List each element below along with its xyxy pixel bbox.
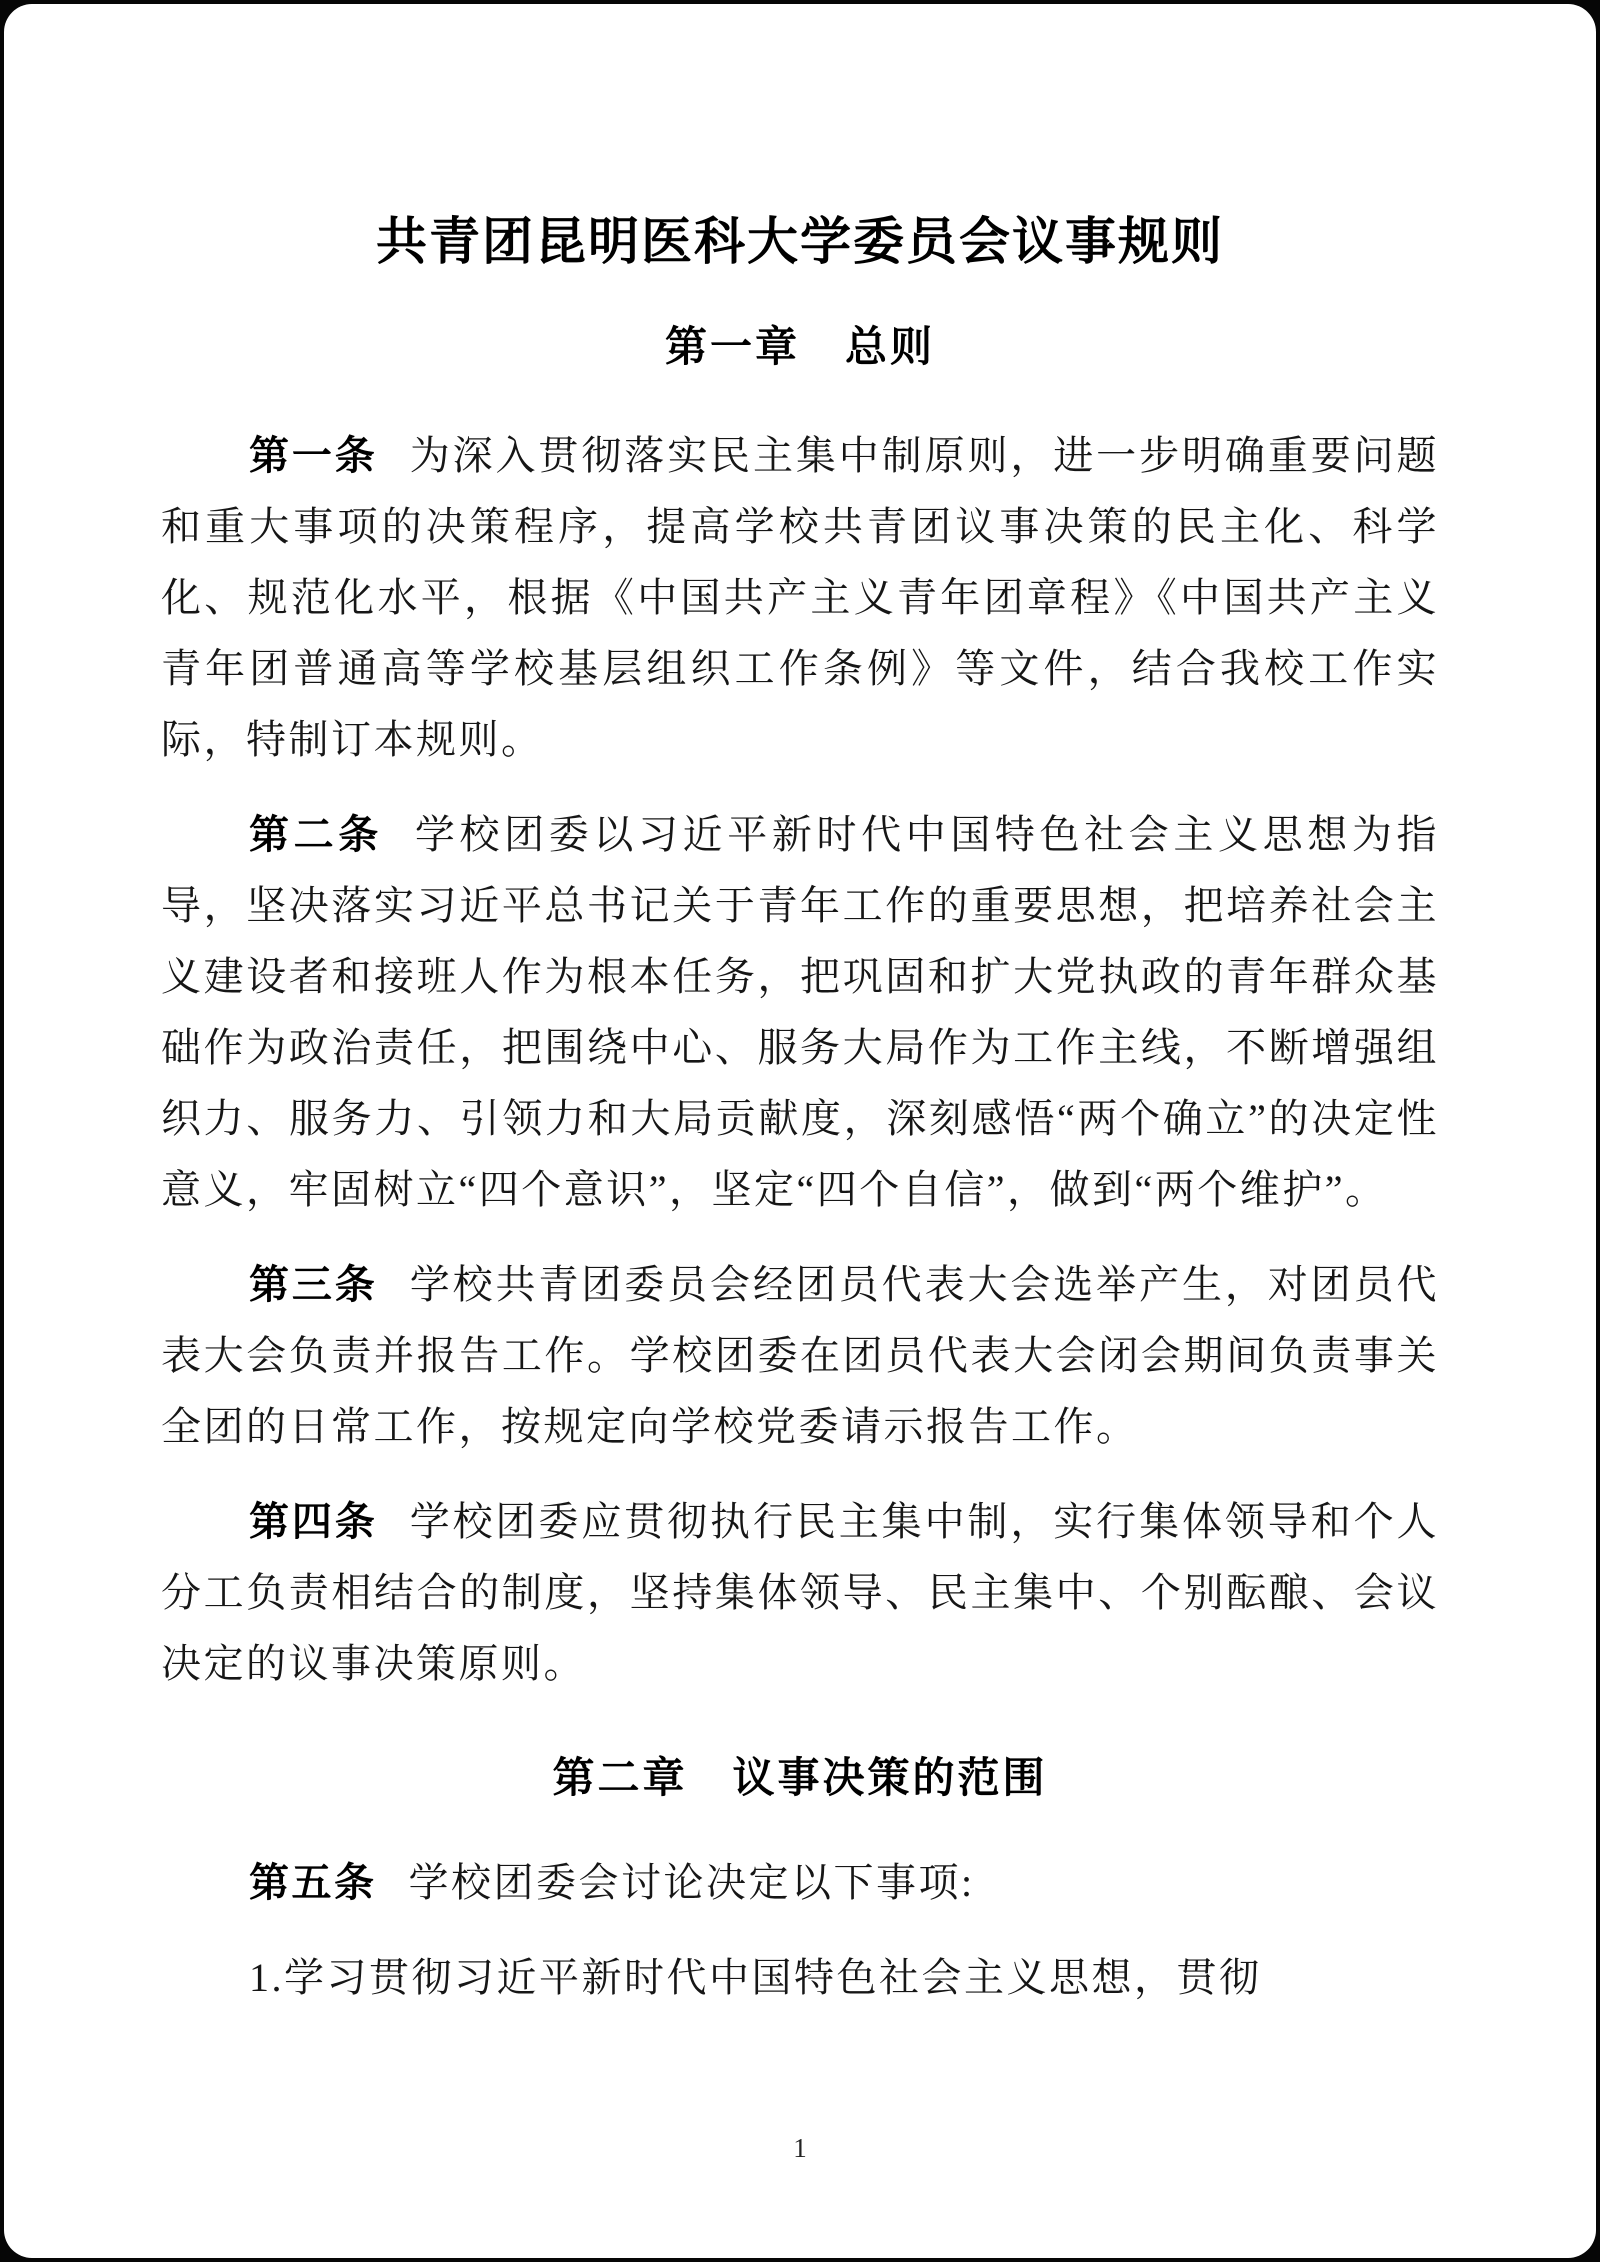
article-5-paragraph [161,1847,1439,1918]
article-5-label: 第五条 [249,1860,377,1905]
article-1-text: 为深入贯彻落实民主集中制原则，进一步明确重要问题和重大事项的决策程序，提高学校共青团议事决策的民主化、科学化、规范化水平，根据《中国共产主义青年团章程》《中国共产主义青年团普通高等学校基层组织工作条例》等文件，结合我校工作实际，特制订本规则。 [161,433,1440,762]
chapter-2-heading: 第二章 议事决策的范围 [552,1754,1048,1801]
article-2-text: 学校团委以习近平新时代中国特色社会主义思想为指导，坚决落实习近平总书记关于青年工作的重要思想，把培养社会主义建设者和接班人作为根本任务，把巩固和扩大党执政的青年群众基础作为政治责任，把围绕中心、服务大局作为工作主线，不断增强组织力、服务力、引领力和大局贡献度，深刻感悟“两个确立”的决定性意义，牢固树立“四个意识”，坚定“四个自信”，做到“两个维护”。 [161,812,1440,1212]
article-2-label: 第二条 [249,812,383,857]
article-4-label: 第四条 [249,1499,378,1544]
article-1-paragraph [161,420,1439,775]
article-4-paragraph [161,1486,1439,1699]
article-3-paragraph [161,1249,1439,1462]
article-4-text: 学校团委应贯彻执行民主集中制，实行集体领导和个人分工负责相结合的制度，坚持集体领导、民主集中、个别酝酿、会议决定的议事决策原则。 [161,1499,1440,1686]
chapter-1-heading: 第一章 总则 [664,323,935,370]
list-item-1-paragraph [161,1942,1439,2013]
document-page [4,4,1596,2258]
list-item-1-text: 1.学习贯彻习近平新时代中国特色社会主义思想，贯彻 [249,1955,1262,2000]
article-3-label: 第三条 [249,1262,378,1307]
document-title: 共青团昆明医科大学委员会议事规则 [375,215,1224,271]
article-1-label: 第一条 [249,433,378,478]
article-5-text: 学校团委会讨论决定以下事项: [408,1860,975,1905]
page-number: 1 [793,2133,807,2163]
article-2-paragraph [161,799,1439,1225]
article-3-text: 学校共青团委员会经团员代表大会选举产生，对团员代表大会负责并报告工作。学校团委在团员代表大会闭会期间负责事关全团的日常工作，按规定向学校党委请示报告工作。 [161,1262,1440,1449]
